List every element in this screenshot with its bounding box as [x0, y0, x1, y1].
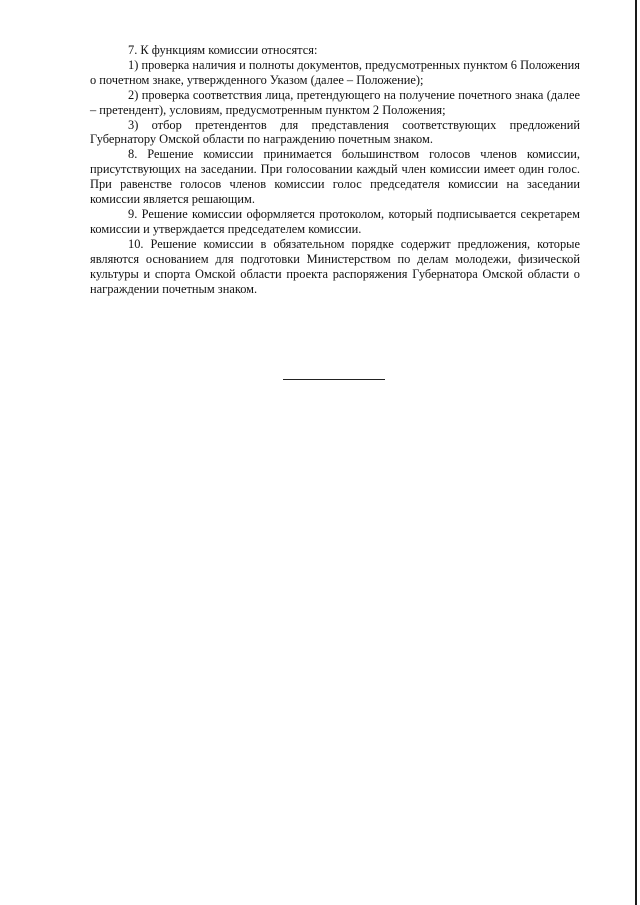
paragraph-item-2: 2) проверка соответствия лица, претендующего на получение почетного знака (далее – претендент), условиям, предусмотренным пунктом 2 Положения;	[90, 87, 580, 117]
document-body	[90, 43, 580, 296]
paragraph-item-1: 1) проверка наличия и полноты документов, предусмотренных пунктом 6 Положения о почетном знаке, утвержденного Указом (далее – Положение);	[90, 57, 580, 87]
paragraph-section-9: 9. Решение комиссии оформляется протоколом, который подписывается секретарем комиссии и утверждается председателем комиссии.	[90, 206, 580, 236]
paragraph-section-8: 8. Решение комиссии принимается большинством голосов членов комиссии, присутствующих на заседании. При голосовании каждый член комиссии имеет один голос. При равенстве голосов членов комиссии голос председателя комиссии на заседании комиссии является решающим.	[90, 147, 580, 207]
page-edge-border	[635, 0, 637, 905]
paragraph-section-7-heading: 7. К функциям комиссии относятся:	[128, 43, 318, 57]
paragraph-section-10: 10. Решение комиссии в обязательном порядке содержит предложения, которые являются основанием для подготовки Министерством по делам молодежи, физической культуры и спорта Омской области проекта распоряжения Губернатора Омской области о награждении почетным знаком.	[90, 236, 580, 296]
paragraph-item-3: 3) отбор претендентов для представления соответствующих предложений Губернатору Омской области по награждению почетным знаком.	[90, 117, 580, 147]
closing-divider-line	[283, 379, 385, 380]
